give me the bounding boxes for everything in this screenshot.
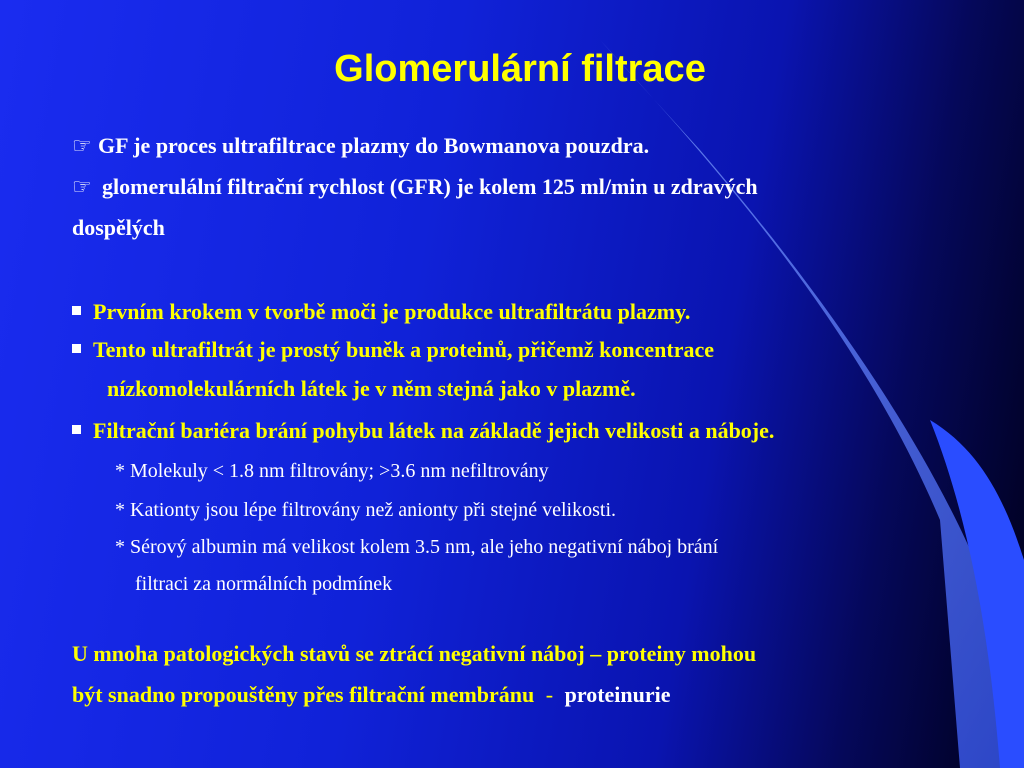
pointing-hand-icon: ☞ [72,174,92,199]
square-bullet-icon [72,306,81,315]
subitem-2-text: Kationty jsou lépe filtrovány než anionty při stejné velikosti. [130,499,617,521]
pointing-hand-icon: ☞ [72,133,92,158]
bullet-item-3 [72,418,774,444]
square-bullet-icon [72,344,81,353]
intro-item-2-continuation: dospělých [72,215,165,240]
bullet-item-1 [72,299,690,325]
subitem-3-text: Sérový albumin má velikost kolem 3.5 nm, ale jeho negativní náboj brání [130,536,719,558]
slide-title: Glomerulární filtrace [334,48,706,90]
conclusion-line-2-text: být snadno propouštěny přes filtrační membránu [72,682,535,707]
conclusion-line-1: U mnoha patologických stavů se ztrácí negativní náboj – proteiny mohou [72,641,757,666]
asterisk-marker: * [115,499,125,521]
subitem-3 [115,536,718,559]
subitem-3-continuation: filtraci za normálních podmínek [135,573,393,595]
conclusion-line-2 [72,682,671,708]
intro-item-1 [72,133,649,159]
subitem-2 [115,499,616,522]
asterisk-marker: * [115,536,125,558]
intro-item-2-text: glomerulální filtrační rychlost (GFR) je kolem 125 ml/min u zdravých [102,174,758,199]
bullet-item-2-text: Tento ultrafiltrát je prostý buněk a proteinů, přičemž koncentrace [93,337,715,362]
subitem-1 [115,460,549,483]
bullet-item-1-text: Prvním krokem v tvorbě moči je produkce ultrafiltrátu plazmy. [93,299,691,324]
bullet-item-3-text: Filtrační bariéra brání pohybu látek na základě jejich velikosti a náboje. [93,418,775,443]
bullet-item-2 [72,337,714,363]
conclusion-dash: - [545,682,554,707]
conclusion-highlight: proteinurie [564,682,671,707]
intro-item-1-text: GF je proces ultrafiltrace plazmy do Bowmanova pouzdra. [98,133,650,158]
asterisk-marker: * [115,460,125,482]
intro-item-2 [72,174,758,200]
subitem-1-text: Molekuly < 1.8 nm filtrovány; >3.6 nm nefiltrovány [130,460,549,482]
bullet-item-2-continuation: nízkomolekulárních látek je v něm stejná jako v plazmě. [107,376,636,401]
square-bullet-icon [72,425,81,434]
